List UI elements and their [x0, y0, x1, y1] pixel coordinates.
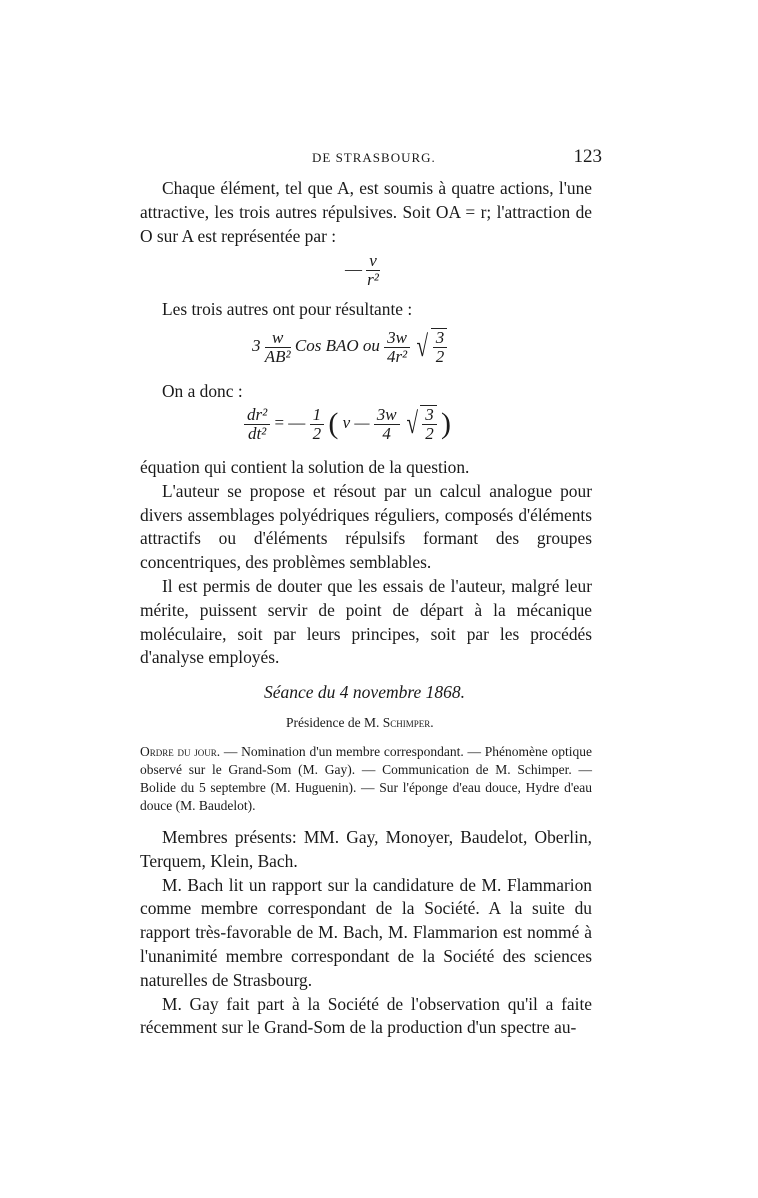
presidence-prefix: Présidence de M.: [286, 715, 380, 730]
intro-text: Chaque élément, tel que A, est soumis à quatre actions, l'une attractive, les trois autres répulsives. Soit OA = r; l'attraction de O sur A est représentée par :: [140, 178, 592, 246]
equation-differential: [244, 405, 451, 443]
eq1-denominator: r²: [367, 270, 379, 289]
presidence-line: [286, 715, 434, 731]
eq2-middle: Cos BAO ou: [294, 335, 380, 355]
eq2-radical-sign: √: [416, 330, 429, 363]
eq3-half-numerator: 1: [310, 406, 325, 425]
equation-attraction: [345, 252, 380, 289]
donc-paragraph: [140, 380, 592, 404]
eq2-denominator-2: 4r²: [386, 346, 408, 366]
eq2-numerator: w: [265, 329, 291, 348]
eq1-numerator: v: [366, 252, 380, 271]
eq3-fraction-3w: [374, 406, 400, 443]
paragraph-polyedres: L'auteur se propose et résout par un calcul analogue pour divers assemblages polyédriques réguliers, composés d'éléments attractifs ou d'éléments répulsifs formant des groupes concentriques, des problèmes semblables.: [140, 480, 592, 573]
paragraph-solution: équation qui contient la solution de la question.: [140, 457, 470, 477]
paragraph-observation: M. Gay fait part à la Société de l'observation qu'il a faite récemment sur le Grand-Som de la production d'un spectre au-: [140, 993, 592, 1038]
page-header: [312, 148, 602, 170]
eq3-radicand: [420, 405, 437, 443]
paragraph-rapport: M. Bach lit un rapport sur la candidature de M. Flammarion comme membre correspondant de la Société. A la suite du rapport très-favorable de M. Bach, M. Flammarion est nommé à l'unanimité membre correspondant de la Société des sciences naturelles de Strasbourg.: [140, 874, 592, 990]
eq2-denominator: AB²: [264, 346, 291, 366]
eq3-3w-denominator: 4: [382, 423, 391, 443]
eq1-fraction: [366, 252, 380, 289]
eq3-radical-sign: √: [406, 407, 418, 440]
ordre-du-jour: [140, 743, 592, 815]
seance-heading: Séance du 4 novembre 1868.: [264, 682, 466, 702]
eq3-half-denominator: 2: [312, 423, 322, 443]
eq3-half: [310, 406, 325, 443]
eq2-root-denominator: 2: [435, 347, 445, 366]
eq2-root-numerator: 3: [433, 329, 448, 348]
paragraph-doute: Il est permis de douter que les essais de l'auteur, malgré leur mérite, puissent servir de point de départ à la mécanique moléculaire, soit par leurs principes, soit par les procédés d'analyse employés.: [140, 575, 592, 668]
minutes-text: [140, 826, 592, 1040]
eq3-equals: = —: [274, 412, 306, 432]
eq3-derivative-denominator: dt²: [247, 423, 267, 443]
ordre-label: Ordre du jour.: [140, 744, 221, 759]
intro-paragraph: [140, 177, 592, 248]
resultante-paragraph: [140, 298, 592, 322]
eq2-radicand: [431, 328, 448, 366]
eq2-coefficient: 3: [252, 335, 261, 355]
eq3-v-term: v —: [342, 412, 370, 432]
presidence-name: Schimper.: [382, 715, 434, 730]
eq1-sign: —: [345, 259, 362, 279]
eq2-numerator-2: 3w: [384, 329, 410, 348]
page-number: 123: [573, 146, 602, 167]
body-text: [140, 456, 592, 670]
running-head: DE STRASBOURG.: [312, 150, 436, 165]
paragraph-membres: Membres présents: MM. Gay, Monoyer, Baudelot, Oberlin, Terquem, Klein, Bach.: [140, 827, 592, 871]
eq3-derivative: [244, 406, 270, 443]
equation-resultante: [252, 328, 447, 366]
ordre-text: — Nomination d'un membre correspondant. — Phénomène optique observé sur le Grand-Som (M. Gay). — Communication de M. Schimper. — Bolide du 5 septembre (M. Huguenin). — Sur l'éponge d'eau douce, Hydre d'eau douce (M. Baudelot).: [140, 744, 592, 813]
eq3-derivative-numerator: dr²: [244, 406, 270, 425]
eq2-fraction-w: [265, 329, 291, 366]
eq3-3w-numerator: 3w: [374, 406, 400, 425]
donc-text: On a donc :: [162, 381, 243, 401]
eq2-fraction-3w: [384, 329, 410, 366]
eq3-root-numerator: 3: [422, 406, 437, 425]
eq3-root-denominator: 2: [425, 424, 434, 443]
resultante-text: Les trois autres ont pour résultante :: [162, 299, 413, 319]
eq3-right-paren: ): [441, 407, 452, 440]
eq3-left-paren: (: [328, 407, 339, 440]
